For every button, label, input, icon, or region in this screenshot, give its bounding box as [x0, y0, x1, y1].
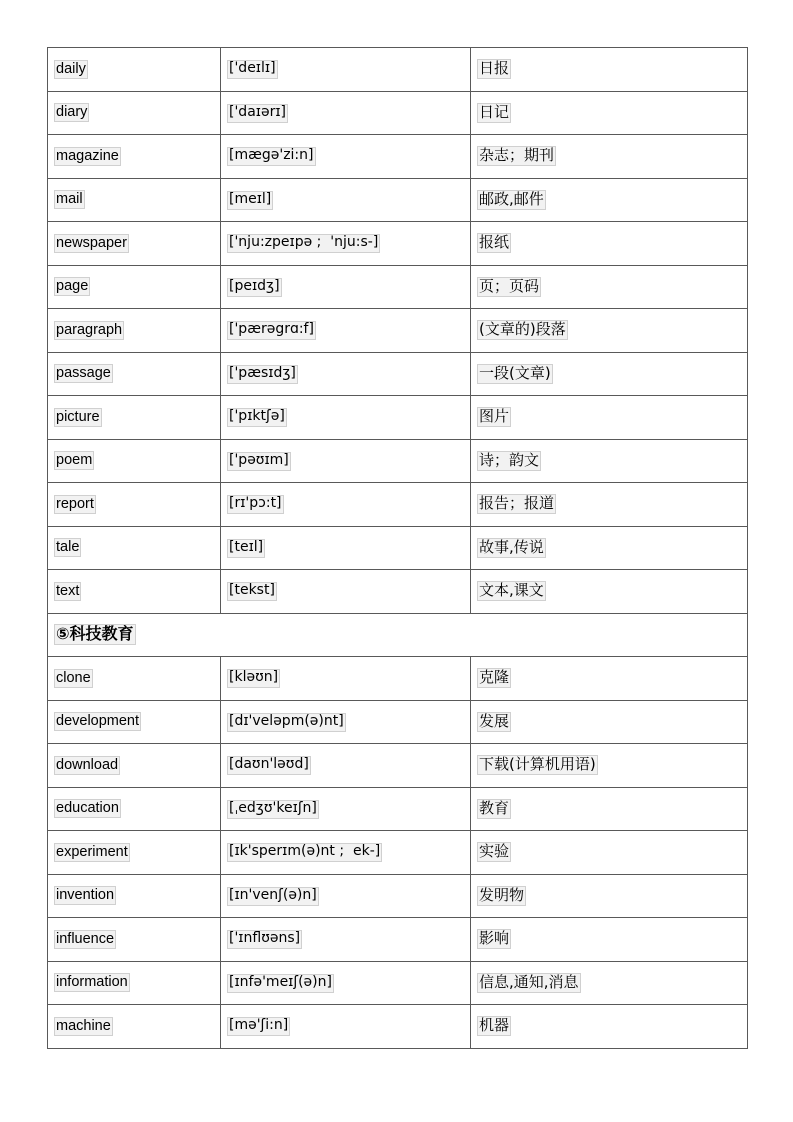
phonetic-cell	[221, 961, 471, 1005]
word-cell	[48, 309, 221, 353]
word-cell	[48, 135, 221, 179]
meaning-cell	[471, 657, 748, 701]
meaning-cell	[471, 1005, 748, 1049]
meaning-text: (文章的)段落	[479, 320, 566, 339]
phonetic-text: [ɪnfə'meɪʃ(ə)n]	[227, 974, 334, 993]
phonetic-cell	[221, 831, 471, 875]
table-row	[48, 135, 748, 179]
meaning-text: 教育	[479, 798, 510, 817]
meaning-text: 影响	[479, 929, 510, 948]
phonetic-cell	[221, 222, 471, 266]
phonetic-cell	[221, 48, 471, 92]
meaning-text: 实验	[479, 842, 510, 861]
word-text: passage	[54, 364, 113, 383]
word-cell	[48, 1005, 221, 1049]
table-row	[48, 265, 748, 309]
meaning-text: 图片	[479, 407, 510, 426]
table-row	[48, 352, 748, 396]
meaning-text: 日记	[479, 102, 510, 121]
table-row	[48, 744, 748, 788]
phonetic-text: [mə'ʃi:n]	[227, 1017, 290, 1036]
meaning-cell	[471, 570, 748, 614]
meaning-text: 页；页码	[479, 276, 540, 295]
phonetic-text: ['pɪktʃə]	[227, 408, 287, 427]
word-cell	[48, 918, 221, 962]
word-cell	[48, 570, 221, 614]
word-text: paragraph	[54, 321, 124, 340]
word-text: experiment	[54, 843, 130, 862]
meaning-cell	[471, 483, 748, 527]
table-row	[48, 526, 748, 570]
word-text: clone	[54, 669, 93, 688]
word-text: machine	[54, 1017, 113, 1036]
word-cell	[48, 874, 221, 918]
word-cell	[48, 961, 221, 1005]
word-cell	[48, 178, 221, 222]
phonetic-cell	[221, 657, 471, 701]
meaning-cell	[471, 526, 748, 570]
vocabulary-table	[47, 47, 748, 1049]
table-row	[48, 918, 748, 962]
phonetic-cell	[221, 178, 471, 222]
meaning-text: 下载(计算机用语)	[479, 755, 596, 774]
phonetic-cell	[221, 526, 471, 570]
table-row	[48, 874, 748, 918]
meaning-text: 发明物	[479, 885, 525, 904]
meaning-text: 故事,传说	[479, 537, 544, 556]
meaning-text: 报纸	[479, 233, 510, 252]
phonetic-text: [tekst]	[227, 582, 277, 601]
phonetic-text: [mægə'zi:n]	[227, 147, 316, 166]
phonetic-text: [peɪdʒ]	[227, 278, 282, 297]
meaning-text: 克隆	[479, 668, 510, 687]
table-row	[48, 91, 748, 135]
meaning-cell	[471, 744, 748, 788]
word-text: development	[54, 712, 141, 731]
phonetic-cell	[221, 918, 471, 962]
phonetic-cell	[221, 1005, 471, 1049]
table-row	[48, 831, 748, 875]
table-row	[48, 1005, 748, 1049]
phonetic-text: ['nju:zpeɪpə ; 'nju:s-]	[227, 234, 380, 253]
phonetic-cell	[221, 483, 471, 527]
word-cell	[48, 744, 221, 788]
table-row	[48, 787, 748, 831]
word-cell	[48, 48, 221, 92]
word-text: invention	[54, 886, 116, 905]
meaning-cell	[471, 874, 748, 918]
meaning-text: 文本,课文	[479, 581, 544, 600]
meaning-cell	[471, 831, 748, 875]
phonetic-cell	[221, 309, 471, 353]
phonetic-cell	[221, 135, 471, 179]
word-text: education	[54, 799, 121, 818]
word-cell	[48, 396, 221, 440]
table-row	[48, 48, 748, 92]
meaning-cell	[471, 265, 748, 309]
table-row	[48, 396, 748, 440]
meaning-text: 机器	[479, 1016, 510, 1035]
meaning-cell	[471, 135, 748, 179]
phonetic-text: ['pæsɪdʒ]	[227, 365, 298, 384]
phonetic-cell	[221, 744, 471, 788]
table-row	[48, 439, 748, 483]
word-cell	[48, 483, 221, 527]
phonetic-cell	[221, 570, 471, 614]
word-text: diary	[54, 103, 89, 122]
table-row	[48, 222, 748, 266]
word-text: magazine	[54, 147, 121, 166]
word-text: download	[54, 756, 120, 775]
meaning-text: 发展	[479, 711, 510, 730]
section-header-cell	[48, 613, 748, 657]
meaning-cell	[471, 439, 748, 483]
section-header-row	[48, 613, 748, 657]
phonetic-text: [ˌedʒʊ'keɪʃn]	[227, 800, 319, 819]
word-text: text	[54, 582, 81, 601]
word-text: page	[54, 277, 90, 296]
vocabulary-table-body	[48, 48, 748, 1049]
meaning-text: 诗；韵文	[479, 450, 540, 469]
phonetic-cell	[221, 265, 471, 309]
phonetic-cell	[221, 91, 471, 135]
word-text: influence	[54, 930, 116, 949]
word-text: newspaper	[54, 234, 129, 253]
word-text: mail	[54, 190, 85, 209]
phonetic-text: ['daɪərɪ]	[227, 104, 288, 123]
meaning-cell	[471, 178, 748, 222]
meaning-cell	[471, 396, 748, 440]
meaning-cell	[471, 48, 748, 92]
meaning-text: 邮政,邮件	[479, 189, 544, 208]
word-cell	[48, 526, 221, 570]
word-text: daily	[54, 60, 88, 79]
table-row	[48, 178, 748, 222]
word-cell	[48, 91, 221, 135]
section-header-title: ⑤科技教育	[56, 624, 134, 644]
phonetic-text: ['deɪlɪ]	[227, 60, 278, 79]
word-cell	[48, 439, 221, 483]
word-cell	[48, 787, 221, 831]
word-text: poem	[54, 451, 94, 470]
meaning-cell	[471, 918, 748, 962]
word-text: report	[54, 495, 96, 514]
word-text: tale	[54, 538, 81, 557]
meaning-cell	[471, 787, 748, 831]
word-text: picture	[54, 408, 102, 427]
word-cell	[48, 222, 221, 266]
table-row	[48, 309, 748, 353]
phonetic-text: ['pærəgrɑ:f]	[227, 321, 316, 340]
phonetic-text: [meɪl]	[227, 191, 273, 210]
word-text: information	[54, 973, 130, 992]
meaning-text: 信息,通知,消息	[479, 972, 579, 991]
meaning-text: 一段(文章)	[479, 363, 551, 382]
table-row	[48, 657, 748, 701]
word-cell	[48, 352, 221, 396]
phonetic-text: [dɪ'veləpm(ə)nt]	[227, 713, 346, 732]
phonetic-text: ['ɪnflʊəns]	[227, 930, 302, 949]
meaning-cell	[471, 961, 748, 1005]
phonetic-text: [ɪn'venʃ(ə)n]	[227, 887, 319, 906]
meaning-cell	[471, 700, 748, 744]
word-cell	[48, 831, 221, 875]
phonetic-text: [ɪk'sperɪm(ə)nt ; ek-]	[227, 843, 382, 862]
phonetic-text: [kləʊn]	[227, 669, 280, 688]
phonetic-cell	[221, 352, 471, 396]
meaning-text: 日报	[479, 59, 510, 78]
phonetic-text: [rɪ'pɔ:t]	[227, 495, 284, 514]
phonetic-cell	[221, 439, 471, 483]
phonetic-text: [daʊn'ləʊd]	[227, 756, 311, 775]
word-cell	[48, 700, 221, 744]
meaning-text: 报告；报道	[479, 494, 555, 513]
table-row	[48, 961, 748, 1005]
table-row	[48, 700, 748, 744]
meaning-cell	[471, 352, 748, 396]
phonetic-text: [teɪl]	[227, 539, 265, 558]
phonetic-cell	[221, 396, 471, 440]
phonetic-text: ['pəʊɪm]	[227, 452, 291, 471]
meaning-cell	[471, 309, 748, 353]
table-row	[48, 483, 748, 527]
word-cell	[48, 657, 221, 701]
phonetic-cell	[221, 787, 471, 831]
meaning-cell	[471, 222, 748, 266]
meaning-cell	[471, 91, 748, 135]
phonetic-cell	[221, 874, 471, 918]
word-cell	[48, 265, 221, 309]
phonetic-cell	[221, 700, 471, 744]
table-row	[48, 570, 748, 614]
meaning-text: 杂志；期刊	[479, 146, 555, 165]
